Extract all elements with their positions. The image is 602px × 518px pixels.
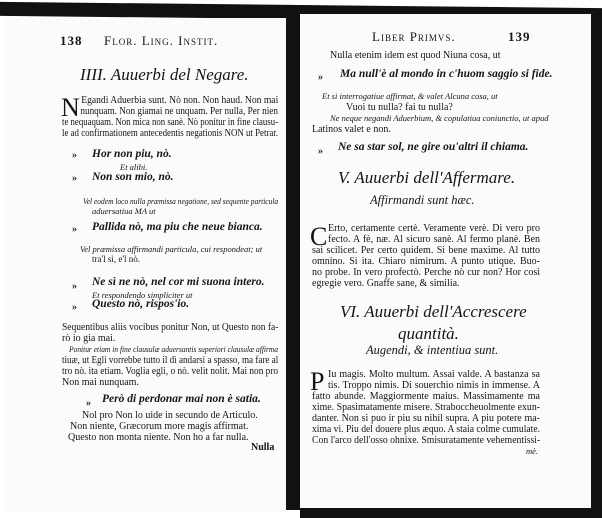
verse-line: Questo nò, rispos'io. bbox=[92, 298, 190, 310]
text-line: tro nò. ita etiam. Voglia egli, o nò. velit nolit. Mai non pro bbox=[62, 366, 279, 377]
running-head: Liber Primvs. bbox=[372, 29, 456, 44]
quote-mark: » bbox=[72, 281, 77, 292]
quote-mark: » bbox=[72, 173, 77, 184]
section-heading-cont: quantità. bbox=[398, 324, 459, 343]
text-line: xima vi. Piu del douere plus æquo. A staia colme cumulate. bbox=[312, 424, 540, 435]
text-line: Latinos valet e non. bbox=[312, 124, 391, 135]
scan-bottom-edge bbox=[300, 508, 602, 518]
scan-gutter bbox=[286, 10, 300, 510]
running-head: Flor. Ling. Instit. bbox=[104, 33, 219, 48]
note: tra'l sì, e'l nò. bbox=[92, 254, 140, 264]
quote-mark: » bbox=[72, 302, 77, 313]
note: Et alibi. bbox=[120, 162, 148, 172]
text-line: nunquam. Non giamai ne unquam. Per nulla, Per nien bbox=[80, 106, 278, 117]
text-line: omnino. Si ita. Chiaro nimirum. A punto utique. Buo- bbox=[312, 256, 540, 267]
text-line: Con l'arco dell'osso ohnixe. Smisuratamente vehementissi- bbox=[312, 435, 541, 446]
text-line: fatto abunde. Maggiormente maius. Massimamente ma bbox=[312, 391, 540, 402]
text-line: egregie vero. Gnaffe sane, & similia. bbox=[312, 278, 460, 289]
quote-mark: » bbox=[86, 398, 91, 409]
quote-mark: » bbox=[72, 224, 77, 235]
note: Et respondendo simpliciter ut bbox=[92, 290, 193, 300]
text-line: Ponitur etiam in fine clausulæ aduersantis superiori clausulæ affirma bbox=[69, 344, 278, 354]
text-line: sai scilicet. Per certo quidem. Si bene maxime. Al tutto bbox=[312, 245, 540, 256]
text-line: mè. bbox=[526, 446, 539, 456]
paragraph bbox=[62, 95, 278, 139]
text-line: Iu magis. Molto multum. Assai valde. A bastanza sa bbox=[328, 369, 540, 380]
text-line: le ad confirmationem antecedentis negationis NON ut Petrar. bbox=[62, 128, 278, 139]
note: aduersatiua MA ut bbox=[92, 206, 156, 216]
text-line: Erto, certamente certè. Veramente verè. Di vero pro bbox=[328, 223, 540, 234]
paragraph bbox=[312, 369, 540, 446]
verse-line: Ne sa star sol, ne gire ou'altri il chiama. bbox=[338, 141, 529, 153]
text-line: Vuoi tu nulla? fai tu nulla? bbox=[346, 102, 453, 113]
verse-line: Ma null'è al mondo in c'huom saggio si fide. bbox=[340, 68, 553, 80]
paragraph bbox=[62, 344, 278, 388]
catchword: Nulla bbox=[251, 442, 275, 453]
text-line: tiuæ, ut Egli vorrebbe tutto il dì andarsi a spasso, ma fare al bbox=[62, 355, 279, 366]
note: Vel eodem loco nulla præmissa negatione, sed sequente particula bbox=[83, 196, 279, 206]
text-line: no probe. In vero profectò. Perche nò cur non? Hor così bbox=[312, 267, 540, 278]
quote-mark: » bbox=[318, 72, 323, 83]
drop-cap: C bbox=[310, 222, 328, 251]
text-line: Non mai nunquam. bbox=[62, 377, 139, 388]
drop-cap: N bbox=[61, 93, 80, 122]
subheading: Augendi, & intentiua sunt. bbox=[366, 343, 499, 357]
text-line: rò io gia mai. bbox=[62, 333, 116, 344]
text-line: tis. Troppo nimis. Di souerchio nimis in immense. A bbox=[328, 380, 540, 391]
paragraph bbox=[312, 223, 540, 289]
verse-line: Non son mio, nò. bbox=[92, 171, 174, 183]
text-line: Nulla etenim idem est quod Niuna cosa, ut bbox=[330, 50, 501, 61]
note: Vel præmissa affirmandi particula, cui respondeat; ut bbox=[80, 244, 263, 254]
text-line: Ne neque negandi Aduerbium, & copulatiua coniunctio, ut apud bbox=[330, 113, 549, 123]
subheading: Affirmandi sunt hæc. bbox=[370, 193, 475, 207]
text-line: Egandi Aduerbia sunt. Nò non. Non haud. Non mai bbox=[81, 95, 279, 106]
verse-line: Ne sì ne nò, nel cor mi suona intero. bbox=[92, 276, 265, 288]
text-line: xime. Spasimatamente misere. Straboccheuolmente exun- bbox=[312, 402, 541, 413]
section-heading: VI. Auuerbi dell'Accrescere bbox=[340, 302, 527, 321]
verse-line: Però di perdonar mai non è satia. bbox=[102, 393, 261, 405]
section-heading: V. Auuerbi dell'Affermare. bbox=[338, 168, 516, 187]
drop-cap: P bbox=[310, 367, 325, 396]
text-line: Et si interrogatiue affirmat, & valet Alcuna cosa, ut bbox=[322, 91, 498, 101]
text-line: Questo non monta niente. Non ho a far nulla. bbox=[68, 432, 249, 443]
text-line: te nequaquam. Non mica non sanè. Nò ponitur in fine clausu- bbox=[62, 117, 279, 128]
text-line: fecto. A fè, næ. Al sicuro sanè. Al fermo planè. Ben bbox=[328, 234, 540, 245]
text-line: Sequentibus aliis vocibus ponitur Non, ut Questo non fa- bbox=[62, 322, 279, 333]
page-number: 138 bbox=[60, 33, 83, 48]
paragraph bbox=[62, 322, 278, 344]
page-number: 139 bbox=[508, 29, 531, 44]
scan-right-edge bbox=[591, 10, 602, 510]
section-heading: IIII. Auuerbi del Negare. bbox=[80, 65, 249, 84]
text-line: danter. Non si puo ir piu su nihil supra. A piu potere ma- bbox=[312, 413, 540, 424]
verse-line: Hor non piu, nò. bbox=[92, 148, 172, 160]
text-line: Nol pro Non lo uide in secundo de Articulo. bbox=[82, 410, 258, 421]
quote-mark: » bbox=[72, 150, 77, 161]
quote-mark: » bbox=[318, 146, 323, 157]
text-line: Non niente, Græcorum more magis affirmat. bbox=[70, 421, 249, 432]
verse-line: Pallida nò, ma piu che neue bianca. bbox=[92, 221, 263, 233]
